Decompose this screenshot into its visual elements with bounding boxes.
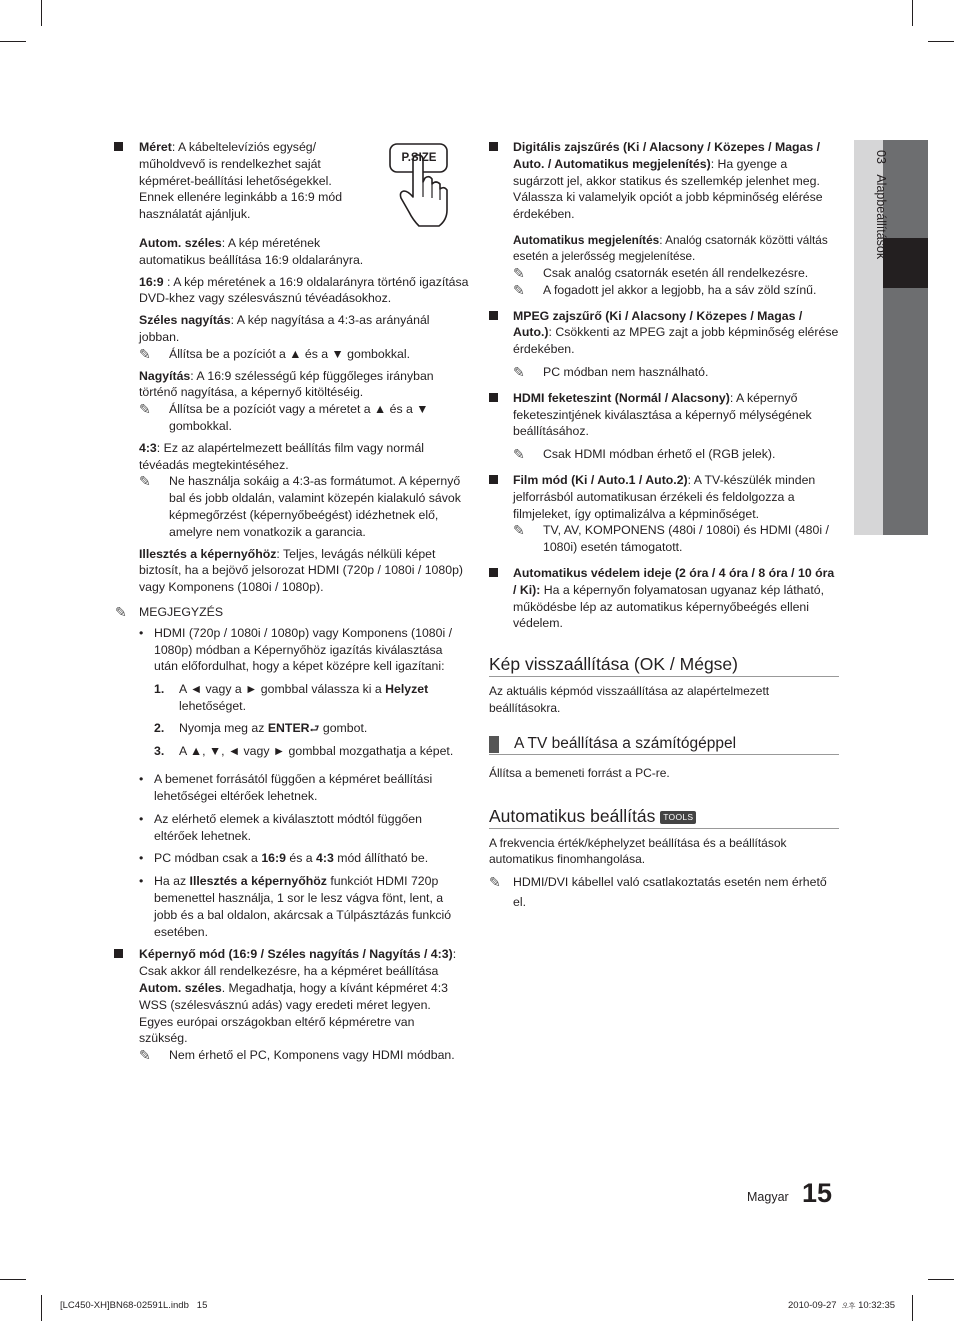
- enter-key-icon: ⮐: [309, 722, 320, 735]
- note-mpeg: ✎ PC módban nem használható.: [513, 363, 709, 380]
- crop-mark: [928, 1279, 954, 1280]
- note-bullet: • PC módban csak a 16:9 és a 4:3 mód állítható be.: [139, 851, 429, 866]
- note-pen-icon: ✎: [139, 345, 151, 362]
- note-pen-icon: ✎: [513, 522, 525, 539]
- note-bullet: • Az elérhető elemek a kiválasztott módtól függően eltérőek lehetnek.: [139, 811, 422, 843]
- square-bullet: [114, 949, 123, 958]
- item-szeles: Széles nagyítás: A kép nagyítása a 4:3-as arányánál jobban.: [139, 313, 430, 344]
- chapter-tab-dark: [883, 140, 928, 535]
- item-kepernyo-mod: Képernyő mód (16:9 / Széles nagyítás / Nagyítás / 4:3): Csak akkor áll rendelkezésre, ha a képméret beállítása Autom. széles. Megadhatja, hogy a kívánt képméret 4:3 WSS (szélesvásznú adás) vagy eredeti méret legyen. Egyes európai országokban eltérő képméretre van szükség. ✎ Nem érhető el PC, Komponens vagy HDMI módban.: [115, 946, 465, 1064]
- item-digitalis: Digitális zajszűrés (Ki / Alacsony / Közepes / Magas / Auto. / Automatikus megjelenítés): Ha gyenge a sugárzott jel, akkor statikus és szellemkép jelenhet meg. Válassza ki valamelyik opciót a jobb képminőség elérése érdekében. Automatikus megjelenítés: Analóg csatornák közötti váltás esetén a jelerősség megjelenítése. ✎ Csak analóg csatornák esetén áll rendelkezésre. ✎ A fogadott jel akkor a legjobb, ha a sáv zöld színű.: [489, 139, 839, 299]
- note-nagyitas: ✎ Állítsa be a pozíciót vagy a méretet a ▲ és a ▼ gombokkal.: [139, 401, 429, 433]
- step-3: 3. A ▲, ▼, ◄ vagy ► gombbal mozgathatja a képet.: [154, 743, 454, 758]
- note-bullet: • HDMI (720p / 1080i / 1080p) vagy Komponens (1080i / 1080p) módban a Képernyőhöz igazítás kiválasztása után előfordulhat, hogy a képet középre kell igazítani:: [139, 625, 453, 674]
- note-pen-icon: ✎: [513, 363, 525, 380]
- enter-key: ENTER: [267, 720, 310, 735]
- square-bullet: [489, 568, 498, 577]
- chapter-label: 03 Alapbeállítások: [874, 150, 888, 260]
- note-pen-icon: ✎: [513, 446, 525, 463]
- item-film-mod: Film mód (Ki / Auto.1 / Auto.2): A TV-készülék minden jelforrásból automatikusan érzékeli és feldolgozza a filmjeleket, így optimalizálva a képminőséget. ✎ TV, AV, KOMPONENS (480i / 1080i) és HDMI (480i / 1080i) esetén támogatott.: [489, 472, 839, 556]
- crop-mark: [912, 1295, 913, 1321]
- file-slug: [LC450-XH]BN68-02591L.indb 15: [60, 1300, 208, 1311]
- item-43: 4:3: Ez az alapértelmezett beállítás film vagy normál tévéadás megtekintéséhez.: [139, 440, 425, 472]
- item-meret: Méret: A kábeltelevíziós egység/ műholdvevő is rendelkezhet saját képméret-beállítási lehetőségekkel. Ennek ellenére leginkább a 16:9 mód használatát ajánljuk.: [115, 139, 465, 223]
- subsection-title: A TV beállítása a számítógéppel: [489, 734, 839, 755]
- note-pen-icon: ✎: [513, 264, 525, 281]
- page-number: 15: [802, 1178, 833, 1208]
- note-43: ✎ Ne használja sokáig a 4:3-as formátumot. A képernyő bal és jobb oldalán, valamint közepén kialakuló sávok képmegőrzést (képernyőbeégést) idézhetnek elő, amelyre nem vonatkozik a garancia.: [139, 473, 461, 539]
- subsection-marker: [489, 736, 499, 753]
- note-hdmi: ✎ Csak HDMI módban érhető el (RGB jelek).: [513, 446, 776, 463]
- item-vedelem: Automatikus védelem ideje (2 óra / 4 óra / 8 óra / 10 óra / Ki): Ha a képernyőn folyamatosan ugyanaz kép látható, működésbe lép az automatikus képernyőbeégés elleni védelem.: [489, 565, 839, 632]
- item-illesztes: Illesztés a képernyőhöz: Teljes, levágás nélküli képet biztosít, ha a bejövő jelsorozat HDMI (720p / 1080i / 1080p) vagy Komponens (1080i / 1080p).: [139, 546, 464, 595]
- item-mpeg: MPEG zajszűrő (Ki / Alacsony / Közepes / Magas / Auto.): Csökkenti az MPEG zajt a jobb képminőség elérése érdekében. ✎ PC módban nem használható.: [489, 308, 839, 381]
- item-nagyitas: Nagyítás: A 16:9 szélességű kép függőleges irányban történő nagyítása, a képernyő kitöltéséig.: [139, 368, 434, 400]
- item-169: 16:9 : A kép méretének a 16:9 oldalarányra történő igazítása DVD-khez vagy szélesvásznú tévéadásokhoz.: [139, 274, 469, 306]
- step-2: 2. Nyomja meg az ENTER⮐ gombot.: [154, 720, 368, 735]
- crop-mark: [41, 1295, 42, 1321]
- note-analog: ✎ Csak analóg csatornák esetén áll rendelkezésre.: [513, 264, 809, 281]
- crop-mark: [912, 0, 913, 26]
- right-column: [489, 139, 839, 912]
- section-pc: A TV beállítása a számítógéppel Állítsa a bemeneti forrást a PC-re.: [489, 734, 839, 782]
- item-autom: Autom. széles: A kép méretének automatikus beállítása 16:9 oldalarányra.: [139, 235, 364, 267]
- left-column: [115, 139, 469, 1064]
- note-signal: ✎ A fogadott jel akkor a legjobb, ha a sáv zöld színű.: [513, 281, 817, 298]
- square-bullet: [489, 142, 498, 151]
- crop-mark: [0, 41, 26, 42]
- step-1: 1. A ◄ vagy a ► gombbal válassza ki a Helyzet lehetőséget.: [154, 682, 429, 713]
- note-kepernyo: ✎ Nem érhető el PC, Komponens vagy HDMI módban.: [139, 1047, 455, 1064]
- note-pen-icon: ✎: [489, 874, 501, 891]
- section-title: Kép visszaállítása (OK / Mégse): [489, 653, 839, 677]
- crop-mark: [0, 1279, 26, 1280]
- psize-label: P.SIZE: [401, 152, 437, 164]
- square-bullet: [489, 475, 498, 484]
- megjegyzes-block: [115, 604, 465, 941]
- footer-language: Magyar: [747, 1190, 789, 1204]
- square-bullet: [489, 311, 498, 320]
- section-kep-visszaallitasa: Kép visszaállítása (OK / Mégse) Az aktuális képmód visszaállítása az alapértelmezett beállításokra.: [489, 653, 839, 717]
- note-pen-icon: ✎: [139, 401, 151, 418]
- section-automatikus: Automatikus beállítás TOOLS A frekvencia érték/képhelyzet beállítása és a beállítások automatikus finomhangolása. ✎ HDMI/DVI kábellel való csatlakoztatás esetén nem érhető el.: [489, 805, 839, 913]
- square-bullet: [114, 142, 123, 151]
- note-pen-icon: ✎: [139, 1047, 151, 1064]
- tools-button-icon: TOOLS: [660, 811, 696, 824]
- section-title: Automatikus beállítás TOOLS: [489, 805, 839, 829]
- note-bullet: • A bemenet forrásától függően a képméret beállítási lehetőségei eltérőek lehetnek.: [139, 772, 433, 804]
- note-film: ✎ TV, AV, KOMPONENS (480i / 1080i) és HDMI (480i / 1080i) esetén támogatott.: [513, 522, 829, 555]
- item-hdmi-feketeszint: HDMI feketeszint (Normál / Alacsony): A képernyő feketeszintjének kiválasztása a képernyő mélységének beállításához. ✎ Csak HDMI módban érhető el (RGB jelek).: [489, 390, 839, 463]
- crop-mark: [41, 0, 42, 26]
- note-szeles: ✎ Állítsa be a pozíciót a ▲ és a ▼ gombokkal.: [139, 345, 411, 362]
- print-timestamp: 2010-09-27 오후 10:32:35: [788, 1300, 896, 1311]
- note-bullet: • Ha az Illesztés a képernyőhöz funkciót HDMI 720p bemenettel használja, 1 sor le lesz vágva fönt, lent, a jobb és a bal oldalon, akárcsak a Túlpásztázás funkció esetében.: [139, 874, 452, 939]
- note-pen-icon: ✎: [115, 603, 127, 620]
- chapter-tab-marker: [883, 238, 928, 288]
- crop-mark: [928, 41, 954, 42]
- note-auto: ✎ HDMI/DVI kábellel való csatlakoztatás esetén nem érhető el.: [489, 874, 827, 910]
- square-bullet: [489, 393, 498, 402]
- note-pen-icon: ✎: [139, 473, 151, 490]
- megjegyzes-title: MEGJEGYZÉS: [139, 604, 224, 619]
- note-pen-icon: ✎: [513, 281, 525, 298]
